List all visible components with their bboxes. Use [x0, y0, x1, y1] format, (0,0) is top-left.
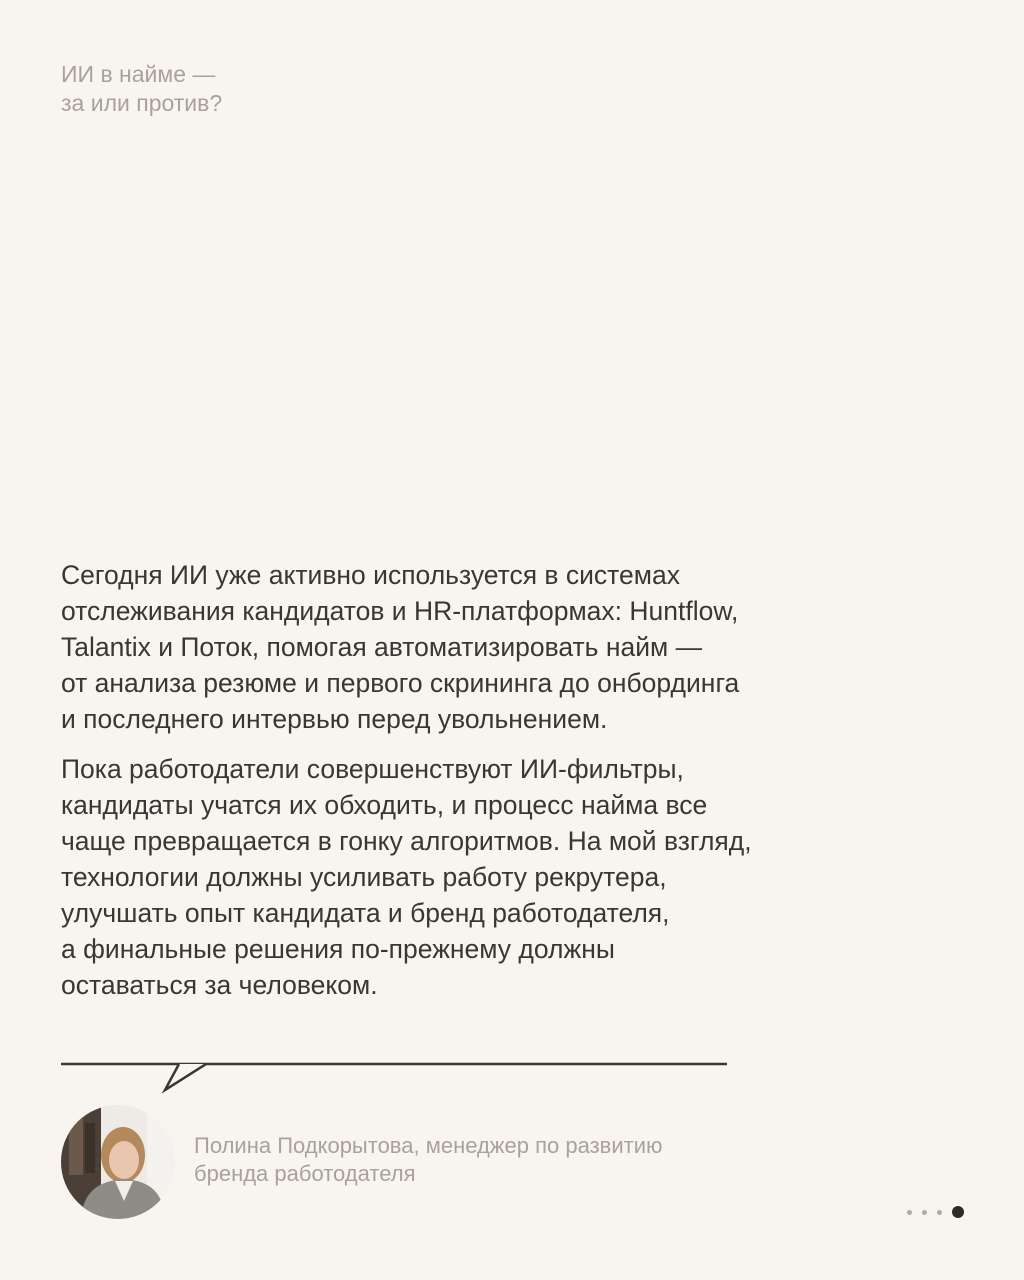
pagination-dot-active — [952, 1206, 964, 1218]
avatar — [61, 1105, 175, 1219]
slide-header — [61, 60, 222, 118]
pagination-dot — [922, 1210, 927, 1215]
author-caption — [194, 1132, 663, 1188]
text-line: Пока работодатели совершенствуют ИИ-фильтры, — [61, 754, 684, 784]
paragraph-1 — [61, 557, 861, 737]
pagination-dots — [907, 1206, 964, 1218]
text-line: Talantix и Поток, помогая автоматизировать найм — — [61, 632, 703, 662]
header-line-1: ИИ в найме — — [61, 61, 216, 87]
quote-text — [61, 557, 861, 1003]
text-line: улучшать опыт кандидата и бренд работодателя, — [61, 898, 670, 928]
text-line: от анализа резюме и первого скрининга до онбординга — [61, 668, 740, 698]
text-line: Сегодня ИИ уже активно используется в системах — [61, 560, 680, 590]
author-name-line: Полина Подкорытова, менеджер по развитию — [194, 1133, 663, 1158]
text-line: отслеживания кандидатов и HR-платформах: Huntflow, — [61, 596, 739, 626]
speech-bubble-divider — [61, 1055, 733, 1095]
text-line: а финальные решения по-прежнему должны — [61, 934, 615, 964]
author-block — [61, 1105, 663, 1219]
text-line: кандидаты учатся их обходить, и процесс найма все — [61, 790, 708, 820]
header-line-2: за или против? — [61, 90, 223, 116]
text-line: и последнего интервью перед увольнением. — [61, 704, 608, 734]
text-line: оставаться за человеком. — [61, 970, 378, 1000]
pagination-dot — [907, 1210, 912, 1215]
pagination-dot — [937, 1210, 942, 1215]
paragraph-2 — [61, 751, 861, 1003]
text-line: чаще превращается в гонку алгоритмов. На мой взгляд, — [61, 826, 752, 856]
text-line: технологии должны усиливать работу рекрутера, — [61, 862, 667, 892]
author-role-line: бренда работодателя — [194, 1161, 416, 1186]
